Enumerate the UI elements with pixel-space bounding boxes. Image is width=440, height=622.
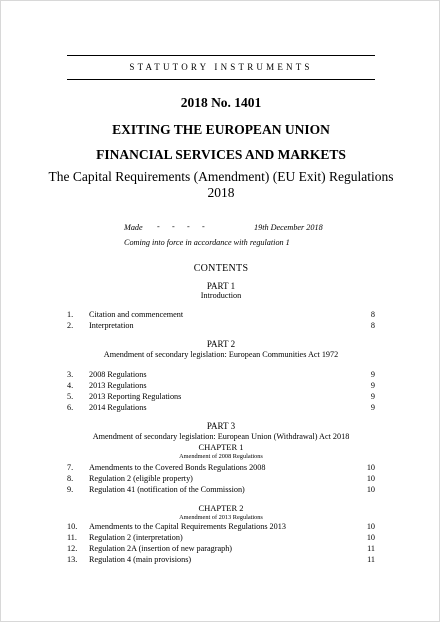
- contents-entry[interactable]: [67, 554, 375, 565]
- entry-number: 13.: [67, 555, 78, 564]
- entry-title: Amendments to the Covered Bonds Regulations 2008: [89, 463, 266, 472]
- made-date: 19th December 2018: [254, 223, 323, 232]
- entry-number: 2.: [67, 321, 74, 330]
- part-1-label: PART 1: [206, 281, 236, 291]
- contents-entry[interactable]: [67, 473, 375, 484]
- contents-entry[interactable]: [67, 391, 375, 402]
- contents-heading: CONTENTS: [193, 263, 249, 274]
- entry-number: 7.: [67, 463, 74, 472]
- contents-entry[interactable]: [67, 369, 375, 380]
- entry-number: 8.: [67, 474, 74, 483]
- entry-title: Interpretation: [89, 321, 134, 330]
- entry-number: 6.: [67, 403, 74, 412]
- contents-entry[interactable]: [67, 320, 375, 331]
- entry-page: 9: [370, 403, 375, 412]
- contents-entry[interactable]: [67, 543, 375, 554]
- entry-title: Regulation 41 (notification of the Commission): [89, 485, 245, 494]
- entry-title: 2013 Reporting Regulations: [89, 392, 182, 401]
- entry-title: Amendments to the Capital Requirements Regulations 2013: [89, 522, 286, 531]
- entry-number: 3.: [67, 370, 74, 379]
- contents-entry[interactable]: [67, 309, 375, 320]
- contents-entry[interactable]: [67, 380, 375, 391]
- entry-page: 10: [366, 533, 375, 542]
- entry-number: 11.: [67, 533, 77, 542]
- series-heading: STATUTORY INSTRUMENTS: [129, 62, 313, 72]
- entry-title: 2013 Regulations: [89, 381, 147, 390]
- chapter-1-title: Amendment of 2008 Regulations: [179, 453, 263, 460]
- entry-number: 1.: [67, 310, 74, 319]
- entry-title: 2014 Regulations: [89, 403, 147, 412]
- top-rule: [67, 55, 375, 56]
- chapter-1-label: CHAPTER 1: [198, 442, 244, 452]
- instrument-number: 2018 No. 1401: [180, 95, 262, 110]
- entry-page: 10: [366, 463, 375, 472]
- entry-title: Regulation 2 (interpretation): [89, 533, 183, 542]
- entry-title: 2008 Regulations: [89, 370, 147, 379]
- entry-number: 10.: [67, 522, 78, 531]
- contents-entry[interactable]: [67, 532, 375, 543]
- contents-entry[interactable]: [67, 402, 375, 413]
- chapter-2-title: Amendment of 2013 Regulations: [179, 514, 263, 521]
- regulation-title: [1, 169, 440, 201]
- entry-page: 9: [370, 392, 375, 401]
- part-2-label: PART 2: [206, 339, 236, 349]
- regulation-title-line-1: The Capital Requirements (Amendment) (EU Exit) Regulations: [48, 169, 394, 184]
- entry-page: 8: [370, 310, 375, 319]
- bottom-rule: [67, 79, 375, 80]
- entry-number: 12.: [67, 544, 78, 553]
- part-3-label: PART 3: [206, 421, 236, 431]
- entry-title: Citation and commencement: [89, 310, 184, 319]
- entry-title: Regulation 2 (eligible property): [89, 474, 193, 483]
- entry-page: 9: [370, 370, 375, 379]
- made-label: Made: [124, 223, 143, 232]
- entry-page: 8: [370, 321, 375, 330]
- subject-heading-2: FINANCIAL SERVICES AND MARKETS: [96, 147, 346, 162]
- entry-title: Regulation 2A (insertion of new paragraph): [89, 544, 233, 553]
- entry-page: 11: [367, 544, 375, 553]
- contents-entry[interactable]: [67, 521, 375, 532]
- entry-page: 11: [367, 555, 375, 564]
- entry-page: 10: [366, 485, 375, 494]
- subject-heading-1: EXITING THE EUROPEAN UNION: [112, 122, 330, 137]
- contents-entry[interactable]: [67, 462, 375, 473]
- part-1-title: Introduction: [200, 291, 242, 300]
- entry-page: 9: [370, 381, 375, 390]
- regulation-title-line-2: 2018: [207, 185, 235, 200]
- part-2-title: Amendment of secondary legislation: European Communities Act 1972: [103, 350, 339, 359]
- coming-into-force: Coming into force in accordance with regulation 1: [124, 238, 290, 247]
- entry-page: 10: [366, 474, 375, 483]
- entry-number: 5.: [67, 392, 74, 401]
- chapter-2-label: CHAPTER 2: [198, 503, 244, 513]
- contents-entry[interactable]: [67, 484, 375, 495]
- entry-title: Regulation 4 (main provisions): [89, 555, 192, 564]
- entry-page: 10: [366, 522, 375, 531]
- entry-number: 9.: [67, 485, 74, 494]
- part-3-title: Amendment of secondary legislation: European Union (Withdrawal) Act 2018: [92, 432, 350, 441]
- made-dashes: - - - -: [157, 222, 205, 231]
- entry-number: 4.: [67, 381, 74, 390]
